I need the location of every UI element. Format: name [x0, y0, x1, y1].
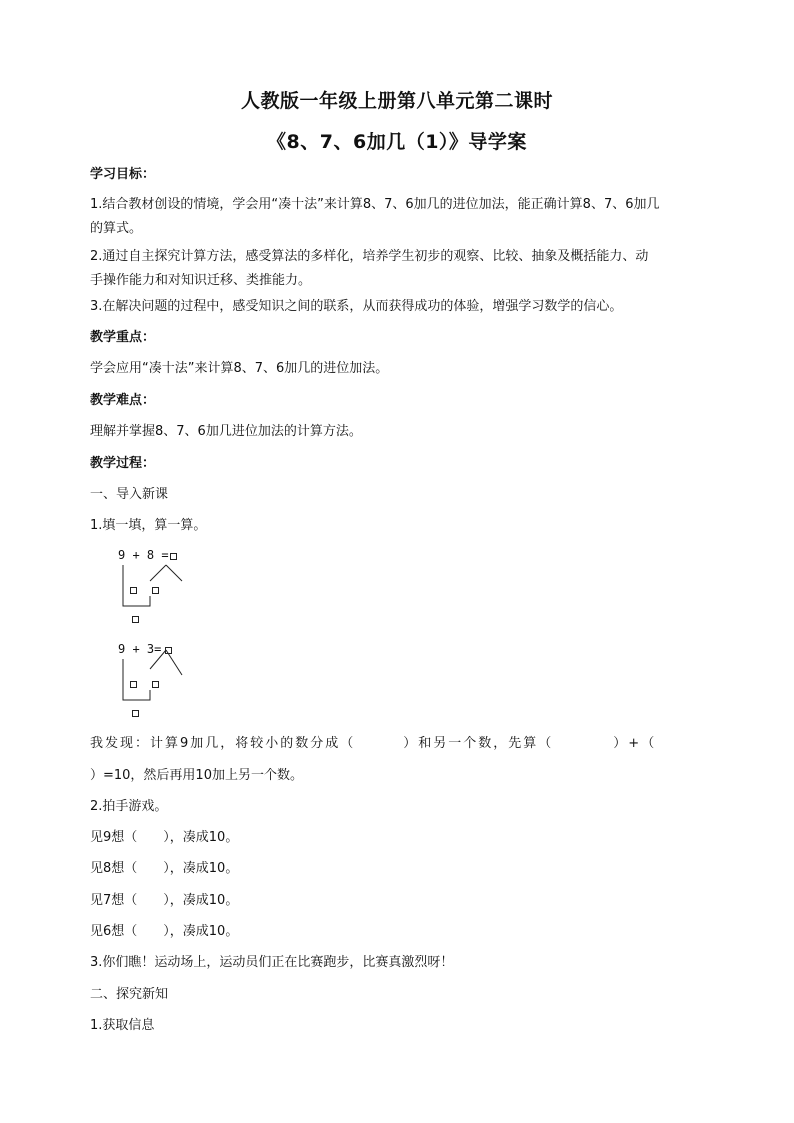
- split-diagram-2: [118, 642, 198, 722]
- sum-box[interactable]: [132, 616, 139, 623]
- finding-part-a: 我发现：计算9加几，将较小的数分成（: [90, 736, 356, 751]
- step-1-heading: 1.获取信息: [90, 1018, 155, 1033]
- section-2-heading: 二、探究新知: [90, 987, 169, 1002]
- objective-1-line-1: 1.结合教材创设的情境，学会用“凑十法”来计算8、7、6加几的进位加法，能正确计算8、7、6加几: [90, 197, 660, 212]
- document-subtitle: 《8、7、6加几（1）》导学案: [267, 131, 527, 153]
- objectives-heading: 学习目标：: [90, 167, 156, 182]
- task-1-instruction: 1.填一填，算一算。: [90, 518, 207, 533]
- objective-2-line-1: 2.通过自主探究计算方法，感受算法的多样化，培养学生初步的观察、比较、抽象及概括能力、动: [90, 249, 649, 264]
- split-box-right[interactable]: [152, 681, 159, 688]
- split-box-left[interactable]: [130, 681, 137, 688]
- objective-2-line-2: 手操作能力和对知识迁移、类推能力。: [90, 273, 312, 288]
- difficulties-heading: 教学难点：: [90, 393, 156, 408]
- key-points-text: 学会应用“凑十法”来计算8、7、6加几的进位加法。: [90, 361, 389, 376]
- finding-part-c: ）+（: [613, 736, 657, 751]
- difficulties-text: 理解并掌握8、7、6加几进位加法的计算方法。: [90, 424, 362, 439]
- section-1-heading: 一、导入新课: [90, 487, 169, 502]
- process-heading: 教学过程：: [90, 456, 156, 471]
- game-item-2: 见8想（ ），凑成10。: [90, 861, 239, 876]
- split-box-right[interactable]: [152, 587, 159, 594]
- key-points-heading: 教学重点：: [90, 330, 156, 345]
- split-diagram-1: [118, 548, 198, 628]
- game-item-1: 见9想（ ），凑成10。: [90, 830, 239, 845]
- objective-1-line-2: 的算式。: [90, 221, 143, 236]
- finding-line-2: ）=10，然后再用10加上另一个数。: [90, 768, 303, 783]
- document-title: 人教版一年级上册第八单元第二课时: [240, 90, 553, 112]
- task-2-instruction: 2.拍手游戏。: [90, 799, 168, 814]
- sum-box[interactable]: [132, 710, 139, 717]
- game-item-3: 见7想（ ），凑成10。: [90, 893, 239, 908]
- diagram-2-expression: 9 + 3=: [118, 642, 162, 656]
- task-3-instruction: 3.你们瞧！运动场上，运动员们正在比赛跑步，比赛真激烈呀！: [90, 955, 454, 970]
- split-box-left[interactable]: [130, 587, 137, 594]
- game-item-4: 见6想（ ），凑成10。: [90, 924, 239, 939]
- finding-part-b: ）和另一个数，先算（: [403, 736, 554, 751]
- objective-3: 3.在解决问题的过程中，感受知识之间的联系，从而获得成功的体验，增强学习数学的信心。: [90, 299, 623, 314]
- finding-line-1: [90, 735, 710, 753]
- diagram-1-expression: 9 + 8 =: [118, 548, 169, 562]
